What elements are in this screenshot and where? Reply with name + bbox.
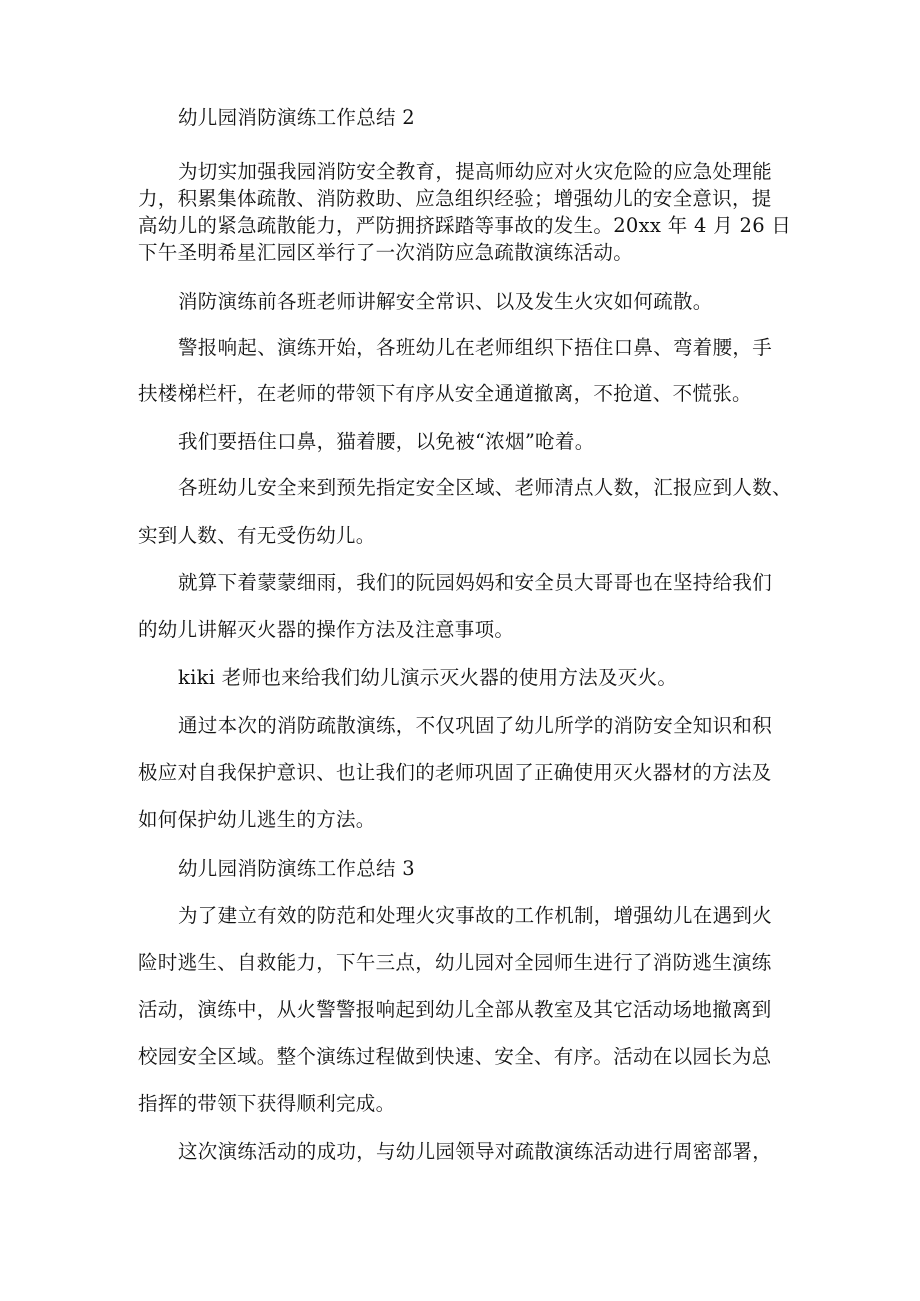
paragraph-line: 险时逃生、自救能力，下午三点，幼儿园对全园师生进行了消防逃生演练	[138, 951, 772, 974]
paragraph-line: 极应对自我保护意识、也让我们的老师巩固了正确使用灭火器材的方法及	[138, 761, 772, 784]
paragraph-line: 消防演练前各班老师讲解安全常识、以及发生火灾如何疏散。	[178, 290, 713, 313]
paragraph-line: 扶楼梯栏杆，在老师的带领下有序从安全通道撤离，不抢道、不慌张。	[138, 382, 752, 405]
paragraph-line: kiki 老师也来给我们幼儿演示灭火器的使用方法及灭火。	[178, 666, 678, 689]
paragraph-line: 如何保护幼儿逃生的方法。	[138, 808, 376, 831]
paragraph-line: 下午圣明希星汇园区举行了一次消防应急疏散演练活动。	[138, 241, 634, 264]
paragraph-line: 我们要捂住口鼻，猫着腰，以免被“浓烟”呛着。	[178, 430, 595, 453]
paragraph-line: 通过本次的消防疏散演练，不仅巩固了幼儿所学的消防安全知识和积	[178, 714, 773, 737]
paragraph-line: 力，积累集体疏散、消防救助、应急组织经验；增强幼儿的安全意识，提	[138, 187, 772, 210]
section-heading-3: 幼儿园消防演练工作总结 3	[178, 857, 416, 880]
paragraph-line: 警报响起、演练开始，各班幼儿在老师组织下捂住口鼻、弯着腰，手	[178, 336, 773, 359]
paragraph-line: 指挥的带领下获得顺利完成。	[138, 1092, 396, 1115]
paragraph-line: 校园安全区域。整个演练过程做到快速、安全、有序。活动在以园长为总	[138, 1045, 772, 1068]
paragraph-line: 高幼儿的紧急疏散能力，严防拥挤踩踏等事故的发生。20xx 年 4 月 26 日	[138, 214, 792, 237]
paragraph-line: 的幼儿讲解灭火器的操作方法及注意事项。	[138, 618, 515, 641]
paragraph-line: 活动，演练中，从火警警报响起到幼儿全部从教室及其它活动场地撤离到	[138, 998, 772, 1021]
paragraph-line: 这次演练活动的成功，与幼儿园领导对疏散演练活动进行周密部署，	[178, 1140, 773, 1163]
section-heading-2: 幼儿园消防演练工作总结 2	[178, 106, 416, 129]
paragraph-line: 就算下着蒙蒙细雨，我们的阮园妈妈和安全员大哥哥也在坚持给我们	[178, 571, 773, 594]
paragraph-line: 各班幼儿安全来到预先指定安全区域、老师清点人数，汇报应到人数、	[178, 476, 792, 499]
paragraph-line: 为了建立有效的防范和处理火灾事故的工作机制，增强幼儿在遇到火	[178, 904, 773, 927]
paragraph-line: 实到人数、有无受伤幼儿。	[138, 524, 376, 547]
paragraph-line: 为切实加强我园消防安全教育，提高师幼应对火灾危险的应急处理能	[178, 160, 773, 183]
